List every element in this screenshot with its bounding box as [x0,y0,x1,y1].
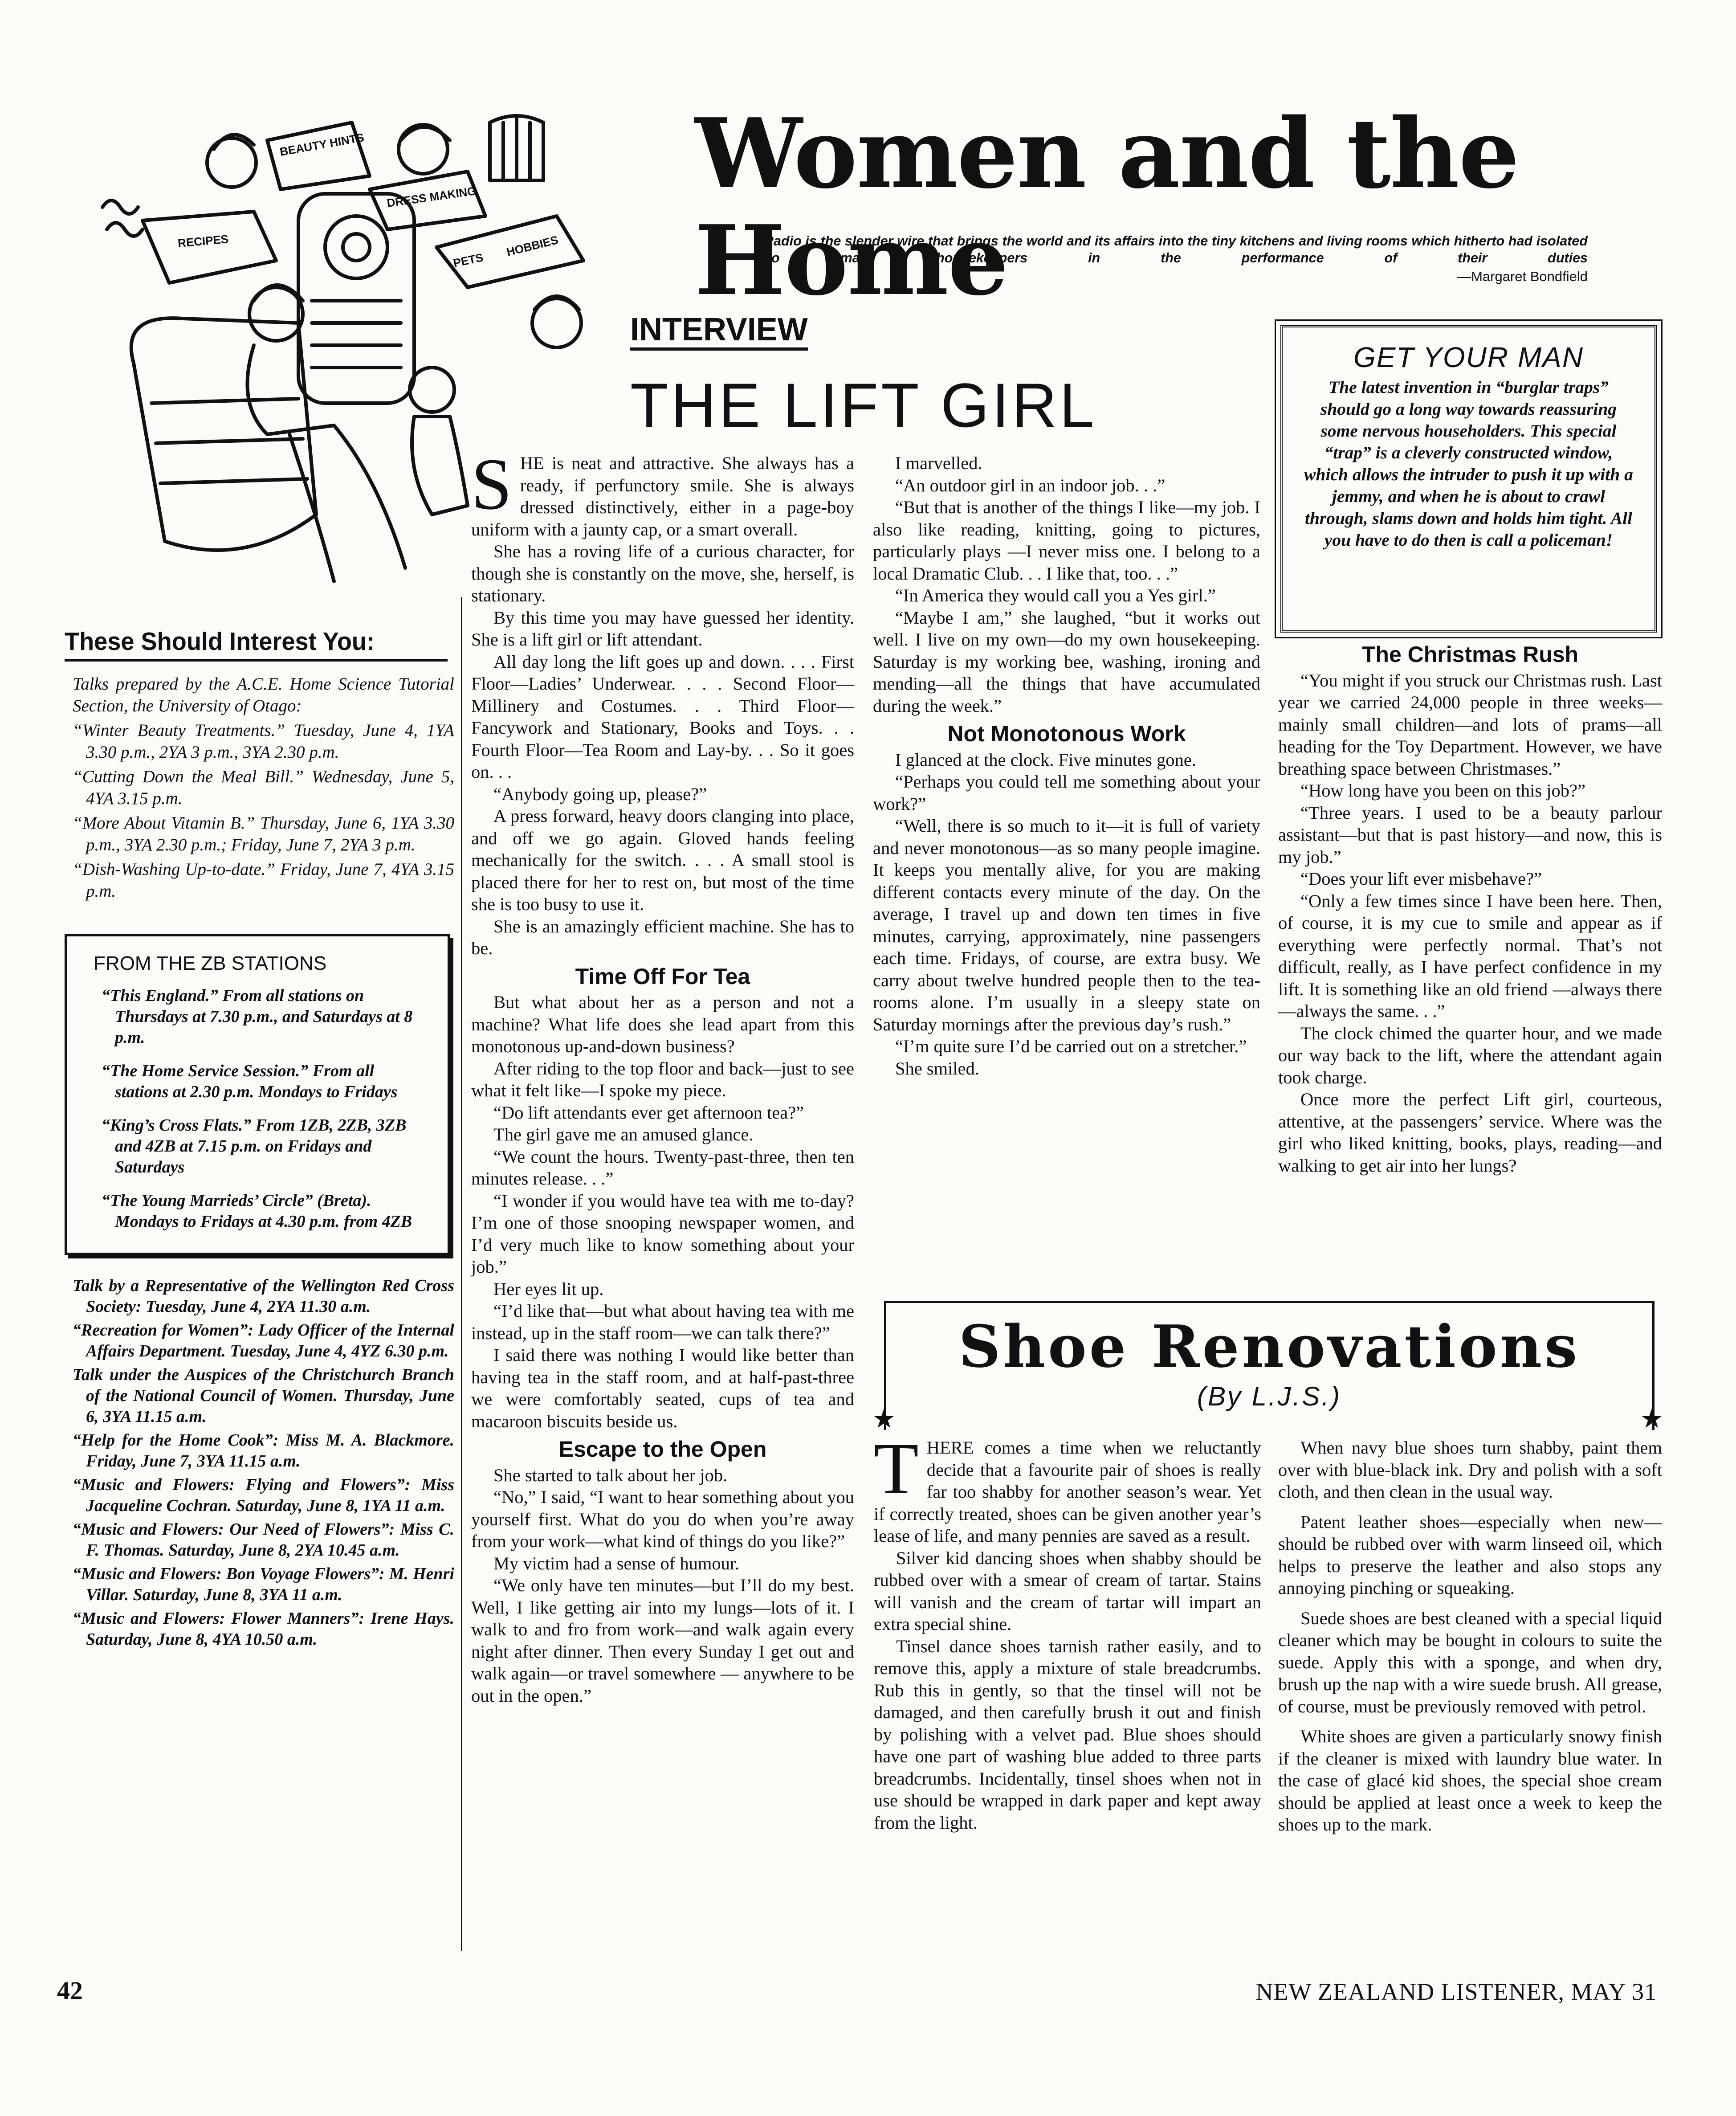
paragraph: “In America they would call you a Yes girl.” [895,585,1216,605]
paragraph: “But that is another of the things I like—my job. I also like reading, knitting, going to pictures, particularly plays —I never miss one. I belong to a local Dramatic Club. . . I like that, too. . .” [873,497,1260,584]
interview-column-3 [1278,644,1662,1176]
paragraph: Her eyes lit up. [493,1279,604,1299]
label-recipes: RECIPES [177,232,229,250]
paragraph: After riding to the top floor and back—just to see what it felt like—I spoke my piece. [471,1058,854,1100]
talk-item: “More About Vitamin B.” Thursday, June 6, 1YA 3.30 p.m., 3YA 2.30 p.m.; Friday, June 7, 2YA 3 p.m. [73,813,454,854]
paragraph: She started to talk about her job. [493,1465,728,1485]
paragraph: “I’m quite sure I’d be carried out on a stretcher.” [895,1036,1247,1056]
label-dress-making: DRESS MAKING [386,184,477,210]
ace-intro: Talks prepared by the A.C.E. Home Science Tutorial Section, the University of Otago: [73,674,454,715]
drop-cap: S [471,443,512,525]
zb-heading: FROM THE ZB STATIONS [94,952,327,974]
interview-column-2 [873,452,1260,1079]
talk-item: “Music and Flowers: Bon Voyage Flowers”: M. Henri Villar. Saturday, June 8, 3YA 11 a.m. [73,1565,454,1604]
paragraph: “Does your lift ever misbehave?” [1300,869,1542,889]
subheading: Time Off For Tea [575,964,750,989]
paragraph: “I’d like that—but what about having tea with me instead, up in the staff room—we can talk there?” [471,1301,854,1343]
talk-item: “Cutting Down the Meal Bill.” Wednesday, June 5, 4YA 3.15 p.m. [73,767,454,808]
talk-item: “Music and Flowers: Our Need of Flowers”: Miss C. F. Thomas. Saturday, June 8, 2YA 10.45 a.m. [73,1520,454,1560]
masthead-quote-author: —Margaret Bondfield [1457,269,1588,284]
radio-cabinet [298,194,414,403]
talk-item: “Recreation for Women”: Lady Officer of the Internal Affairs Department. Tuesday, June 4, 4YZ 6.30 p.m. [73,1321,454,1360]
ace-talks [65,673,454,902]
paragraph: “Well, there is so much to it—it is full of variety and never monotonous—as so many people imagine. It keeps you mentally alive, for you are making different contacts every minute of the day. On the average, I travel up and down ten times in five minutes, carrying, approximately, nine passengers each time. Fridays, of course, are extra busy. We carry about twelve hundred people then to the tea-rooms alone. I’m usually in a sleepy state on Saturday mornings after the previous day’s rush.” [873,816,1260,1034]
paragraph: But what about her as a person and not a machine? What life does she lead apart from this monotonous up-and-down business? [471,992,854,1056]
paragraph: “You might if you struck our Christmas rush. Last year we carried 24,000 people in three weeks—mainly small children—and lots of prams—all heading for the Toy Department. However, we have breathing space between Christmases.” [1278,670,1662,779]
zb-stations-box [65,934,450,1255]
talk-item: “Help for the Home Cook”: Miss M. A. Blackmore. Friday, June 7, 3YA 11.15 a.m. [73,1431,454,1471]
get-your-man-box [1280,325,1657,633]
shoe-byline: (By L.J.S.) [1197,1381,1342,1411]
paragraph: She is an amazingly efficient machine. She has to be. [471,916,854,958]
zb-item: “The Young Marrieds’ Circle” (Breta). Mondays to Fridays at 4.30 p.m. from 4ZB [102,1191,412,1231]
paragraph: “We count the hours. Twenty-past-three, then ten minutes release. . .” [471,1146,854,1189]
paragraph: The clock chimed the quarter hour, and we made our way back to the lift, where the attendant again took charge. [1278,1023,1662,1087]
column-rule [461,597,462,1951]
talk-item: Talk under the Auspices of the Christchurch Branch of the National Council of Women. Thursday, June 6, 3YA 11.15 a.m. [73,1365,454,1426]
more-talks [65,1275,454,1650]
paragraph: She smiled. [895,1058,979,1078]
publication-line: NEW ZEALAND LISTENER, MAY 31 [1255,1978,1657,2005]
label-beauty-hints: BEAUTY HINTS [278,131,365,159]
paragraph: “We only have ten minutes—but I’ll do my best. Well, I like getting air into my lungs—lots of it. I walk to and fro from work—and walk again every night after dinner. Then every Sunday I get out and walk again—or travel somewhere — anywhere to be out in the open.” [471,1575,854,1706]
interview-column-1: SHE is neat and attractive. She always has a ready, if perfunctory smile. She is always dressed distinctively, either in a page-boy uniform with a jaunty cap, or a smart overall. She has a roving life of a curious character, for though she is constantly on the move, she, herself, is stationary. By this time you may have guessed her identity. She is a lift girl or lift attendant. All day long the lift goes up and down. . . . First Floor—Ladies’ Underwear. . . . Second Floor—Millinery and Costumes. . . Third Floor—Fancywork and Stationary, Books and Toys. . . Fourth Floor—Tea Room and Lay-by. . . So it goes on. . . “Anybody going up, please?” A press forward, heavy doors clanging into place, and off we go again. Gloved hands feeling mechanically for the switch. . . . A small stool is placed there for her to rest on, but most of the time she is too busy to use it. She is an amazingly efficient machine. She has to be. Time Off For Tea But what about her as a person and not a machine? What life does she lead apart from this monotonous up-and-down business? After riding to the top floor and back—just to see what it felt like—I spoke my piece. “Do lift attendants ever get afternoon tea?” The girl gave me an amused glance. “We count the hours. Twenty-past-three, then ten minutes release. . .” “I wonder if you would have tea with me to-day? I’m one of those snooping newspaper women, and I’d very much like to know something about your job.” Her eyes lit up. “I’d like that—but what about having tea with me instead, up in the staff room—we can talk there?” I said there was nothing I would like better than having tea in the staff room, and at half-past-three we were comfortably seated, cups of tea and macaroon biscuits beside us. Escape to the Open She started to talk about her job. “No,” I said, “I want to hear something about you yourself first. What do you do when you’re away from your work—what kind of things do you like?” My victim had a sense of humour. “We only have ten minutes—but I’ll do my best. Well, I like getting air into my lungs—lots of it. I walk to and fro from work—and walk again every night after dinner. Then every Sunday I get out and walk again—or travel somewhere — anywhere to be out in the open.” [471,452,854,1707]
talk-item: “Dish-Washing Up-to-date.” Friday, June 7, 4YA 3.15 p.m. [73,860,454,901]
star-icon: ★ [1640,1404,1664,1434]
paragraph: By this time you may have guessed her identity. She is a lift girl or lift attendant. [471,607,854,650]
label-hobbies: HOBBIES [505,233,560,259]
masthead-quote: Radio is the slender wire that brings the world and its affairs into the tiny kitchens and living rooms which hitherto had isolated so many housekeepers in the performance of their duties [764,233,1588,266]
subheading: The Christmas Rush [1361,642,1579,667]
paragraph: My victim had a sense of humour. [493,1553,740,1573]
paragraph: I said there was nothing I would like better than having tea in the staff room, and at half-past-three we were comfortably seated, cups of tea and macaroon biscuits beside us. [471,1345,854,1431]
paragraph: Suede shoes are best cleaned with a special liquid cleaner which may be bought in colours to suite the suede. Apply this with a sponge, and when dry, brush up the nap with a wire suede brush. All grease, of course, must be previously removed with petrol. [1278,1608,1662,1716]
paragraph: She has a roving life of a curious character, for though she is constantly on the move, she, herself, is stationary. [471,541,854,605]
shoe-column-1: THERE comes a time when we reluctantly decide that a favourite pair of shoes is really far too shabby for another season’s wear. Yet if correctly treated, shoes can be given another year’s lease of life, and many pennies are saved as a result. Silver kid dancing shoes when shabby should be rubbed over with a smear of cream of tartar. Stains will vanish and the cream of tartar will impart an extra special shine. Tinsel dance shoes tarnish rather easily, and to remove this, apply a mixture of stale breadcrumbs. Rub this in gently, so that the tinsel will not be damaged, and then carefully brush it out and finish by polishing with a velvet pad. Blue shoes should have one part of washing blue added to three parts breadcrumbs. Incidentally, tinsel shoes when not in use should be wrapped in dark paper and kept away from the light. [874,1437,1261,1834]
drop-cap: T [874,1428,919,1509]
paragraph: All day long the lift goes up and down. . . . First Floor—Ladies’ Underwear. . . . Second Floor—Millinery and Costumes. . . Third Floor—Fancywork and Stationary, Books and Toys. . . Fourth Floor—Tea Room and Lay-by. . . So it goes on. . . [471,651,854,782]
get-your-man-title: GET YOUR MAN [1353,341,1584,373]
talk-item: “Winter Beauty Treatments.” Tuesday, June 4, 1YA 3.30 p.m., 2YA 3 p.m., 3YA 2.30 p.m. [73,721,454,762]
sidebar-heading: These Should Interest You: [65,627,375,656]
masthead-title: Women and the Home [695,97,1519,317]
paragraph: Patent leather shoes—especially when new—should be rubbed over with warm linseed oil, which helps to preserve the leather and also stops any annoying pinching or squeaking. [1278,1511,1662,1598]
paragraph: “I wonder if you would have tea with me to-day? I’m one of those snooping newspaper women, and I’d very much like to know something about your job.” [471,1190,854,1277]
paragraph: Tinsel dance shoes tarnish rather easily, and to remove this, apply a mixture of stale breadcrumbs. Rub this in gently, so that the tinsel will not be damaged, and then carefully brush it out and finish by polishing with a velvet pad. Blue shoes should have one part of washing blue added to three parts breadcrumbs. Incidentally, tinsel shoes when not in use should be wrapped in dark paper and kept away from the light. [874,1636,1261,1833]
zb-item: “The Home Service Session.” From all stations at 2.30 p.m. Mondays to Fridays [102,1062,398,1101]
zb-item: “King’s Cross Flats.” From 1ZB, 2ZB, 3ZB and 4ZB at 7.15 p.m. on Fridays and Saturdays [102,1116,407,1176]
sidebar [65,626,454,1653]
paragraph: A press forward, heavy doors clanging into place, and off we go again. Gloved hands feeling mechanically for the switch. . . . A small stool is placed there for her to rest on, but most of the time she is too busy to use it. [471,806,854,914]
paragraph: “Only a few times since I have been here. Then, of course, it is my cue to smile and appear as if everything were perfectly normal. That’s not difficult, really, as I have perfect confidence in my lift. It is something like an old friend —always there—always the same. . .” [1278,891,1662,1021]
subheading: Escape to the Open [558,1437,767,1462]
paragraph: “Maybe I am,” she laughed, “but it works out well. I live on my own—do my own housekeeping. Saturday is my working bee, washing, ironing and mending—all the things that have accumulated during the week.” [873,607,1260,716]
get-your-man-text: The latest invention in “burglar traps” should go a long way towards reassuring some nervous householders. This special “trap” is a cleverly constructed window, which allows the intruder to push it up with a jemmy, and when he is about to crawl through, slams down and holds him tight. All you have to do then is call a policeman! [1304,377,1633,550]
paragraph: “How long have you been on this job?” [1300,780,1585,801]
interview-kicker: INTERVIEW [630,312,808,351]
shoe-title: Shoe Renovations [958,1312,1580,1381]
paragraph: “Anybody going up, please?” [493,784,707,804]
paragraph: White shoes are given a particularly snowy finish if the cleaner is mixed with laundry blue water. In the case of glacé kid shoes, the special shoe cream should be applied at least once a week to keep the shoes up to the mark. [1278,1726,1662,1834]
paragraph: When navy blue shoes turn shabby, paint them over with blue-black ink. Dry and polish with a soft cloth, and then clean in the usual way. [1278,1438,1662,1502]
paragraph: “Three years. I used to be a beauty parlour assistant—but that is past history—and now, this is my job.” [1278,802,1662,867]
page-number: 42 [57,1976,83,2005]
paragraph: “No,” I said, “I want to hear something about you yourself first. What do you do when you’re away from your work—what kind of things do you like?” [471,1487,854,1551]
recipes-panel [143,212,276,283]
paragraph: The girl gave me an amused glance. [493,1124,754,1144]
paragraph: “Perhaps you could tell me something about your work?” [873,772,1260,814]
talk-item: Talk by a Representative of the Wellington Red Cross Society: Tuesday, June 4, 2YA 11.30 a.m. [73,1276,454,1316]
talk-item: “Music and Flowers: Flower Manners”: Irene Hays. Saturday, June 8, 4YA 10.50 a.m. [73,1609,454,1649]
talk-item: “Music and Flowers: Flying and Flowers”: Miss Jacqueline Cochran. Saturday, June 8, 1YA 11 a.m. [73,1475,454,1515]
paragraph: Once more the perfect Lift girl, courteous, attentive, at the passengers’ service. Where was the girl who liked knitting, books, plays, reading—and walking to get air into her lungs? [1278,1089,1662,1176]
paragraph: I marvelled. [895,453,982,473]
paragraph: “An outdoor girl in an indoor job. . .” [895,475,1165,495]
paragraph: I glanced at the clock. Five minutes gone. [895,749,1196,770]
interview-title: THE LIFT GIRL [630,370,1097,440]
label-pets: PETS [452,250,485,270]
star-icon: ★ [872,1404,896,1434]
subheading: Not Monotonous Work [947,721,1186,746]
paragraph: Silver kid dancing shoes when shabby should be rubbed over with a smear of cream of tartar. Stains will vanish and the cream of tartar will impart an extra special shine. [874,1548,1261,1634]
zb-item: “This England.” From all stations on Thursdays at 7.30 p.m., and Saturdays at 8 p.m. [102,986,413,1047]
paragraph: “Do lift attendants ever get afternoon tea?” [493,1102,804,1123]
shoe-column-2 [1278,1437,1662,1836]
